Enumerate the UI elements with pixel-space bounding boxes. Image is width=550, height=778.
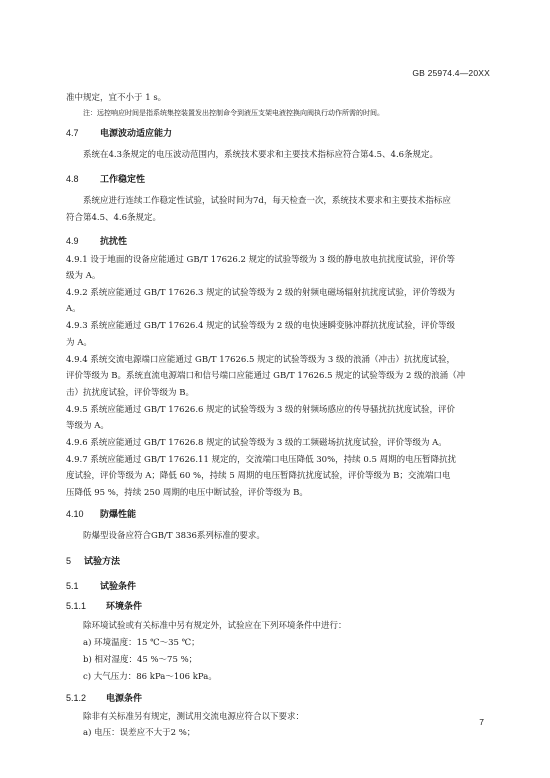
section-title: 防爆性能 xyxy=(100,510,137,520)
clause-4-9-3-line: 4.9.3 系统应能通过 GB/T 17626.4 规定的试验等级为 2 级的电快速瞬变脉冲群抗扰度试验，评价等级 xyxy=(66,321,455,331)
section-title: 试验方法 xyxy=(84,557,121,567)
clause-4-9-7-line: 度试验，评价等级为 A；降低 60 %，持续 5 周期的电压暂降抗扰度试验，评价等级为 B；交流端口电 xyxy=(66,471,451,481)
clause-4-9-4-line: 评价等级为 B。系统直流电源端口和信号端口应能通过 GB/T 17626.5 规定的试验等级为 2 级的浪涌（冲 xyxy=(66,371,466,381)
section-title: 电源条件 xyxy=(106,694,143,704)
list-item: a) 环境温度：15 ℃～35 ℃； xyxy=(83,638,200,648)
section-heading-4-10 xyxy=(66,508,136,521)
document-code: GB 25974.4—20XX xyxy=(412,68,490,78)
clause-4-9-5-line: 4.9.5 系统应能通过 GB/T 17626.6 规定的试验等级为 3 级的射频场感应的传导骚扰抗扰度试验，评价 xyxy=(66,405,455,415)
list-item: a) 电压：误差应不大于2 %； xyxy=(83,728,196,738)
body-line: 系统应进行连续工作稳定性试验，试验时间为7d，每天检查一次，系统技术要求和主要技术指标应 xyxy=(83,196,451,206)
body-line: 除非有关标准另有规定，测试用交流电源应符合以下要求： xyxy=(83,712,305,722)
section-heading-5-1-2 xyxy=(66,692,142,705)
section-heading-4-8 xyxy=(66,173,145,186)
list-item: c) 大气压力：86 kPa～106 kPa。 xyxy=(83,672,217,682)
section-number: 4.10 xyxy=(66,509,84,519)
clause-4-9-3-line: 为 A。 xyxy=(66,338,92,348)
section-title: 环境条件 xyxy=(106,602,143,612)
section-number: 5.1 xyxy=(66,581,79,591)
clause-4-9-1-line: 级为 A。 xyxy=(66,271,101,281)
clause-4-9-1-line: 4.9.1 设于地面的设备应能通过 GB/T 17626.2 规定的试验等级为 3 级的静电放电抗扰度试验，评价等 xyxy=(66,255,455,265)
clause-4-9-7-line: 4.9.7 系统应能通过 GB/T 17626.11 规定的，交流端口电压降低 30%，持续 0.5 周期的电压暂降抗扰 xyxy=(66,455,457,465)
clause-4-9-5-line: 等级为 A。 xyxy=(66,421,109,431)
body-line: 除环境试验或有关标准中另有规定外，试验应在下列环境条件中进行： xyxy=(83,621,347,631)
body-line: 符合第4.5、4.6条规定。 xyxy=(66,213,162,223)
note-line: 注：远控响应时间是指系统集控装置发出控制命令到液压支架电液控换向阀执行动作所需的时间。 xyxy=(83,109,384,117)
clause-4-9-4-line: 4.9.4 系统交流电源端口应能通过 GB/T 17626.5 规定的试验等级为 3 级的浪涌（冲击）抗扰度试验， xyxy=(66,355,455,365)
section-heading-4-9 xyxy=(66,235,127,248)
chapter-heading-5 xyxy=(66,555,120,568)
clause-4-9-6-line: 4.9.6 系统应能通过 GB/T 17626.8 规定的试验等级为 3 级的工频磁场抗扰度试验，评价等级为 A。 xyxy=(66,438,447,448)
section-number: 5.1.1 xyxy=(66,601,87,611)
section-heading-5-1-1 xyxy=(66,600,142,613)
clause-4-9-2-line: 4.9.2 系统应能通过 GB/T 17626.3 规定的试验等级为 2 级的射频电磁场辐射抗扰度试验，评价等级为 xyxy=(66,288,455,298)
page-number: 7 xyxy=(479,717,484,727)
clause-4-9-7-line: 压降低 95 %，持续 250 周期的电压中断试验，评价等级为 B。 xyxy=(66,488,308,498)
section-title: 电源波动适应能力 xyxy=(100,129,173,139)
list-item: b) 相对湿度：45 %～75 %； xyxy=(83,655,198,665)
section-number: 4.9 xyxy=(66,236,79,246)
section-heading-4-7 xyxy=(66,127,172,140)
section-number: 5.1.2 xyxy=(66,693,87,703)
body-line: 防爆型设备应符合GB/T 3836系列标准的要求。 xyxy=(83,531,265,541)
body-line: 系统在4.3条规定的电压波动范围内，系统技术要求和主要技术指标应符合第4.5、4.6条规定。 xyxy=(83,150,439,160)
section-title: 工作稳定性 xyxy=(100,175,146,185)
section-number: 5 xyxy=(66,556,72,566)
section-number: 4.8 xyxy=(66,174,79,184)
section-number: 4.7 xyxy=(66,128,79,138)
body-line: 准中规定，宜不小于 1 s。 xyxy=(66,93,167,103)
section-heading-5-1 xyxy=(66,580,136,593)
section-title: 抗扰性 xyxy=(100,237,128,247)
section-title: 试验条件 xyxy=(100,582,137,592)
clause-4-9-4-line: 击）抗扰度试验，评价等级为 B。 xyxy=(66,388,194,398)
clause-4-9-2-line: A。 xyxy=(66,304,81,314)
